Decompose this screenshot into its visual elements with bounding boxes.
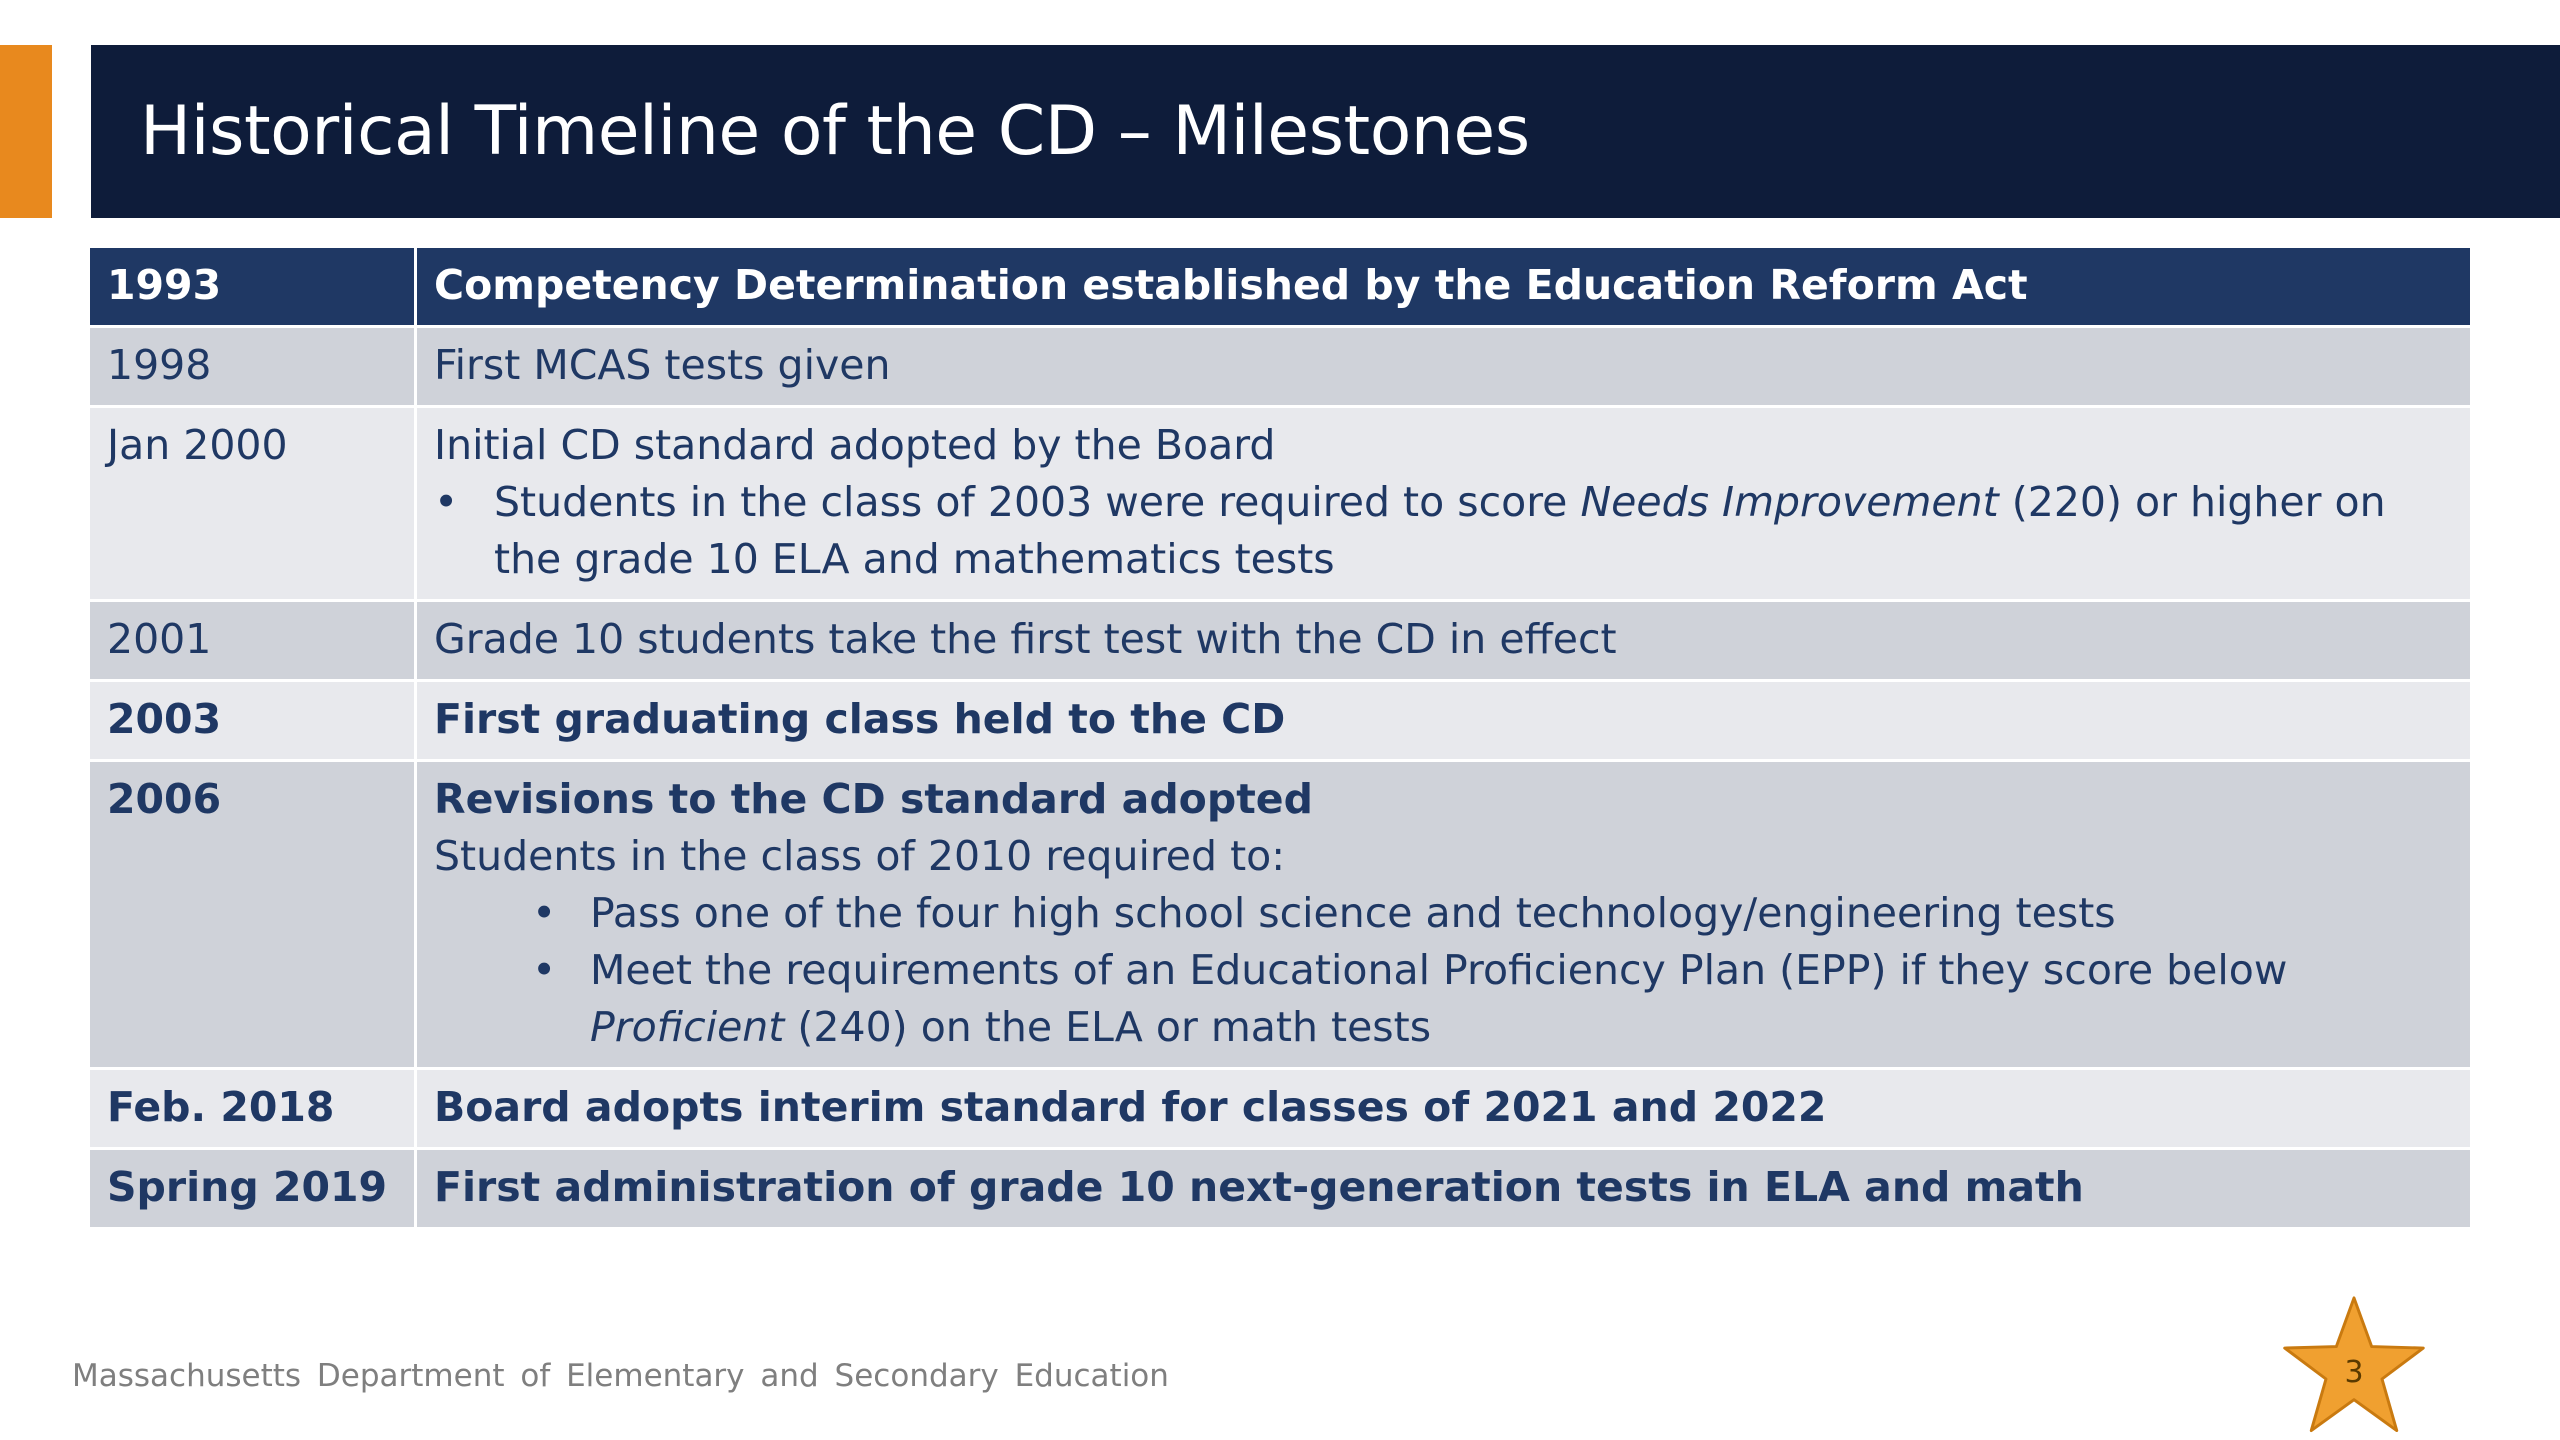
- bullet-list: [434, 474, 2454, 588]
- event-cell: [416, 761, 2472, 1069]
- table-row: [89, 761, 2472, 1069]
- year-cell: Spring 2019: [89, 1149, 416, 1229]
- table-row: [89, 247, 2472, 327]
- bullet-item: • Students in the class of 2003 were required to score Needs Improvement (220) or higher on the grade 10 ELA and mathematics tests: [434, 474, 2454, 588]
- event-cell: Grade 10 students take the first test with the CD in effect: [416, 601, 2472, 681]
- table-row: [89, 1149, 2472, 1229]
- year-cell: Feb. 2018: [89, 1069, 416, 1149]
- bullet-item: • Pass one of the four high school science and technology/engineering tests: [434, 885, 2454, 942]
- year-cell: 2001: [89, 601, 416, 681]
- orange-accent-bar: [0, 45, 52, 218]
- table-row: [89, 407, 2472, 601]
- bullet-list: [434, 885, 2454, 1056]
- milestones-table: [87, 245, 2473, 1230]
- event-cell: First administration of grade 10 next-generation tests in ELA and math: [416, 1149, 2472, 1229]
- event-cell: Competency Determination established by the Education Reform Act: [416, 247, 2472, 327]
- bullet-item: • Meet the requirements of an Educational Proficiency Plan (EPP) if they score below Proficient (240) on the ELA or math tests: [434, 942, 2454, 1056]
- event-text: Revisions to the CD standard adopted: [434, 775, 1313, 823]
- event-cell: First graduating class held to the CD: [416, 681, 2472, 761]
- year-cell: 2006: [89, 761, 416, 1069]
- page-number: 3: [2344, 1355, 2364, 1390]
- event-cell: Board adopts interim standard for classes of 2021 and 2022: [416, 1069, 2472, 1149]
- year-cell: 2003: [89, 681, 416, 761]
- event-subtext: Students in the class of 2010 required to:: [434, 832, 1286, 880]
- table-row: [89, 1069, 2472, 1149]
- event-text: Initial CD standard adopted by the Board: [434, 421, 1276, 469]
- year-cell: Jan 2000: [89, 407, 416, 601]
- year-cell: 1993: [89, 247, 416, 327]
- title-bar: [91, 45, 2560, 218]
- table-row: [89, 327, 2472, 407]
- slide-title: Historical Timeline of the CD – Milestones: [140, 92, 1530, 171]
- table-row: [89, 681, 2472, 761]
- footer-text: Massachusetts Department of Elementary and Secondary Education: [72, 1358, 1169, 1394]
- table-row: [89, 601, 2472, 681]
- year-cell: 1998: [89, 327, 416, 407]
- event-cell: First MCAS tests given: [416, 327, 2472, 407]
- event-cell: [416, 407, 2472, 601]
